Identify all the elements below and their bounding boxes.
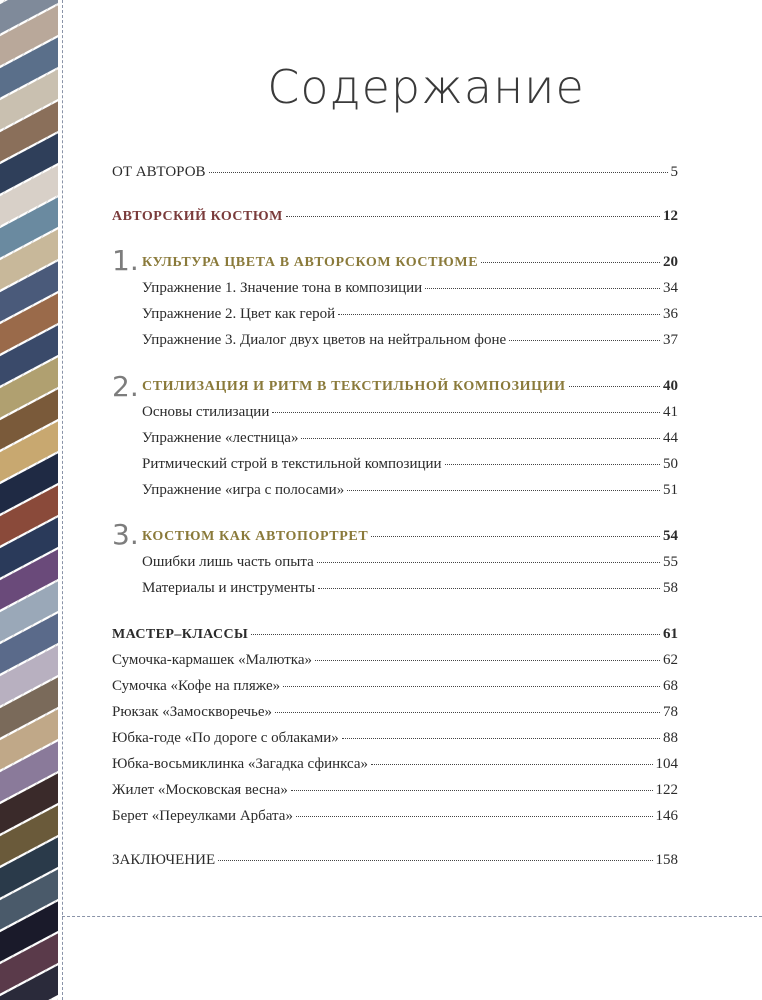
- toc-entry[interactable]: Материалы и инструменты 58: [142, 580, 678, 596]
- fabric-border: [0, 0, 58, 1000]
- chapter-number-3: 3.: [112, 518, 139, 551]
- stitch-line-vertical: [62, 0, 63, 1000]
- toc-entry[interactable]: Юбка-годе «По дороге с облаками» 88: [112, 730, 678, 746]
- toc-entry[interactable]: Рюкзак «Замоскворечье» 78: [112, 704, 678, 720]
- chapter-number-1: 1.: [112, 244, 139, 277]
- toc-entry[interactable]: Упражнение 3. Диалог двух цветов на нейтральном фоне 37: [142, 332, 678, 348]
- toc-entry[interactable]: КУЛЬТУРА ЦВЕТА В АВТОРСКОМ КОСТЮМЕ 20: [142, 254, 678, 270]
- toc-entry[interactable]: Жилет «Московская весна» 122: [112, 782, 678, 798]
- toc-entry[interactable]: Упражнение 1. Значение тона в композиции 34: [142, 280, 678, 296]
- toc-entry[interactable]: АВТОРСКИЙ КОСТЮМ 12: [112, 208, 678, 224]
- toc-entry[interactable]: Основы стилизации 41: [142, 404, 678, 420]
- toc-entry[interactable]: Берет «Переулками Арбата» 146: [112, 808, 678, 824]
- toc-entry[interactable]: ЗАКЛЮЧЕНИЕ 158: [112, 852, 678, 868]
- toc-entry[interactable]: Упражнение «лестница» 44: [142, 430, 678, 446]
- toc-entry[interactable]: Сумочка «Кофе на пляже» 68: [112, 678, 678, 694]
- toc-entry[interactable]: Юбка-восьмиклинка «Загадка сфинкса» 104: [112, 756, 678, 772]
- toc-entry[interactable]: МАСТЕР–КЛАССЫ 61: [112, 626, 678, 642]
- toc-entry[interactable]: КОСТЮМ КАК АВТОПОРТРЕТ 54: [142, 528, 678, 544]
- toc-entry[interactable]: Сумочка-кармашек «Малютка» 62: [112, 652, 678, 668]
- toc-entry[interactable]: СТИЛИЗАЦИЯ И РИТМ В ТЕКСТИЛЬНОЙ КОМПОЗИЦИИ 40: [142, 378, 678, 394]
- toc-entry[interactable]: Упражнение 2. Цвет как герой 36: [142, 306, 678, 322]
- chapter-number-2: 2.: [112, 370, 139, 403]
- toc-entry[interactable]: Ритмический строй в текстильной композиции 50: [142, 456, 678, 472]
- stitch-line-horizontal: [62, 916, 762, 917]
- toc-entry[interactable]: Упражнение «игра с полосами» 51: [142, 482, 678, 498]
- page-title: Содержание: [267, 60, 585, 114]
- toc-entry[interactable]: Ошибки лишь часть опыта 55: [142, 554, 678, 570]
- toc-entry[interactable]: ОТ АВТОРОВ 5: [112, 164, 678, 180]
